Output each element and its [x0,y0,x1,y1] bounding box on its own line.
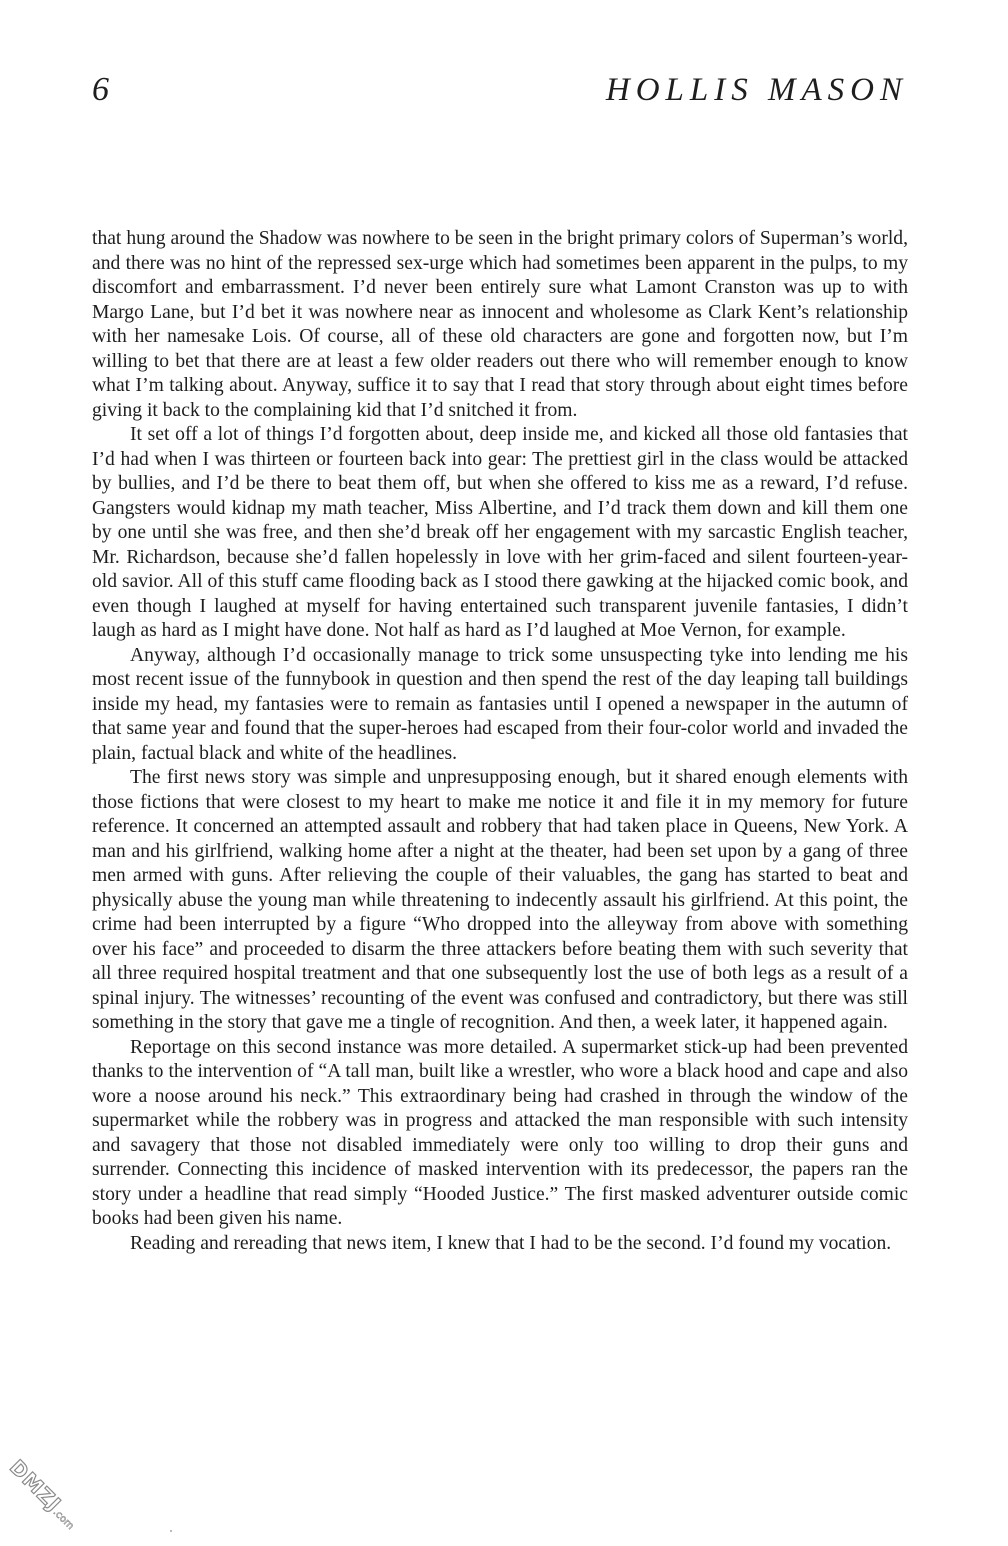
body-text [92,227,908,1256]
running-head [92,70,908,114]
page-number: 6 [92,71,109,108]
paragraph: It set off a lot of things I’d forgotten about, deep inside me, and kicked all those old fantasies that I’d had when I was thirteen or fourteen back into gear: The prettiest girl in the class would be attacked by bullies, and I’d be there to beat them off, but when she offered to kiss me as a reward, I’d refuse. Gangsters would kidnap my math teacher, Miss Albertine, and I’d track them down and kill them one by one until she was free, and then she’d break off her engagement with my sarcastic English teacher, Mr. Richardson, because she’d fallen hopelessly in love with her grim-faced and silent fourteen-year-old savior. All of this stuff came flooding back as I stood there gawking at the hijacked comic book, and even though I laughed at myself for having entertained such transparent juvenile fantasies, I didn’t laugh as hard as I might have done. Not half as hard as I’d laughed at Moe Vernon, for example. [92,424,908,641]
watermark-logo [1,1455,86,1540]
paragraph: Anyway, although I’d occasionally manage to trick some unsuspecting tyke into lending me his most recent issue of the funnybook in question and then spend the rest of the day leaping tall buildings inside my head, my fantasies were to remain as fantasies until I opened a newspaper in the autumn of that same year and found that the super-heroes had escaped from their four-color world and invaded the plain, factual black and white of the headlines. [92,644,908,764]
paragraph: that hung around the Shadow was nowhere to be seen in the bright primary colors of Superman’s world, and there was no hint of the repressed sex-urge which had sometimes been apparent in the pulps, to my discomfort and embarrassment. I’d never been entirely sure what Lamont Cranston was up to with Margo Lane, but I’d bet it was nowhere near as innocent and wholesome as Clark Kent’s relationship with her namesake Lois. Of course, all of these old characters are gone and forgotten now, but I’m willing to bet that there are at least a few older readers out there who will remember enough to know what I’m talking about. Anyway, suffice it to say that I read that story through about eight times before giving it back to the complaining kid that I’d snitched it from. [92,228,908,421]
watermark-suffix: .com [50,1506,76,1533]
scan-speck [170,1530,172,1532]
paragraph: Reportage on this second instance was more detailed. A supermarket stick-up had been prevented thanks to the intervention of “A tall man, built like a wrestler, who wore a black hood and cape and also wore a noose around his neck.” This extraordinary being had crashed in through the window of the supermarket while the robbery was in progress and attacked the man responsible with such intensity and savagery that those not disabled immediately were only too willing to drop their guns and surrender. Connecting this incidence of masked intervention with its predecessor, the papers ran the story under a headline that read simply “Hooded Justice.” The first masked adventurer outside comic books had been given his name. [92,1036,908,1229]
paragraph: Reading and rereading that news item, I knew that I had to be the second. I’d found my vocation. [130,1232,892,1254]
paragraph: The first news story was simple and unpresupposing enough, but it shared enough elements with those fictions that were closest to my heart to make me notice it and file it in my memory for future reference. It concerned an attempted assault and robbery that had taken place in Queens, New York. A man and his girlfriend, walking home after a night at the theater, had been set upon by a gang of three men armed with guns. After relieving the couple of their valuables, the gang has started to beat and physically abuse the young man while threatening to indecently assault his girlfriend. At this point, the crime had been interrupted by a figure “Who dropped into the alleyway from above with something over his face” and proceeded to disarm the three attackers before beating them with such severity that all three required hospital treatment and that one subsequently lost the use of both legs as a result of a spinal injury. The witnesses’ recounting of the event was confused and contradictory, but there was still something in the story that gave me a tingle of recognition. And then, a week later, it happened again. [92,767,908,1033]
watermark-logo-text: DMZJ [5,1455,67,1517]
running-title: HOLLIS MASON [605,72,908,108]
